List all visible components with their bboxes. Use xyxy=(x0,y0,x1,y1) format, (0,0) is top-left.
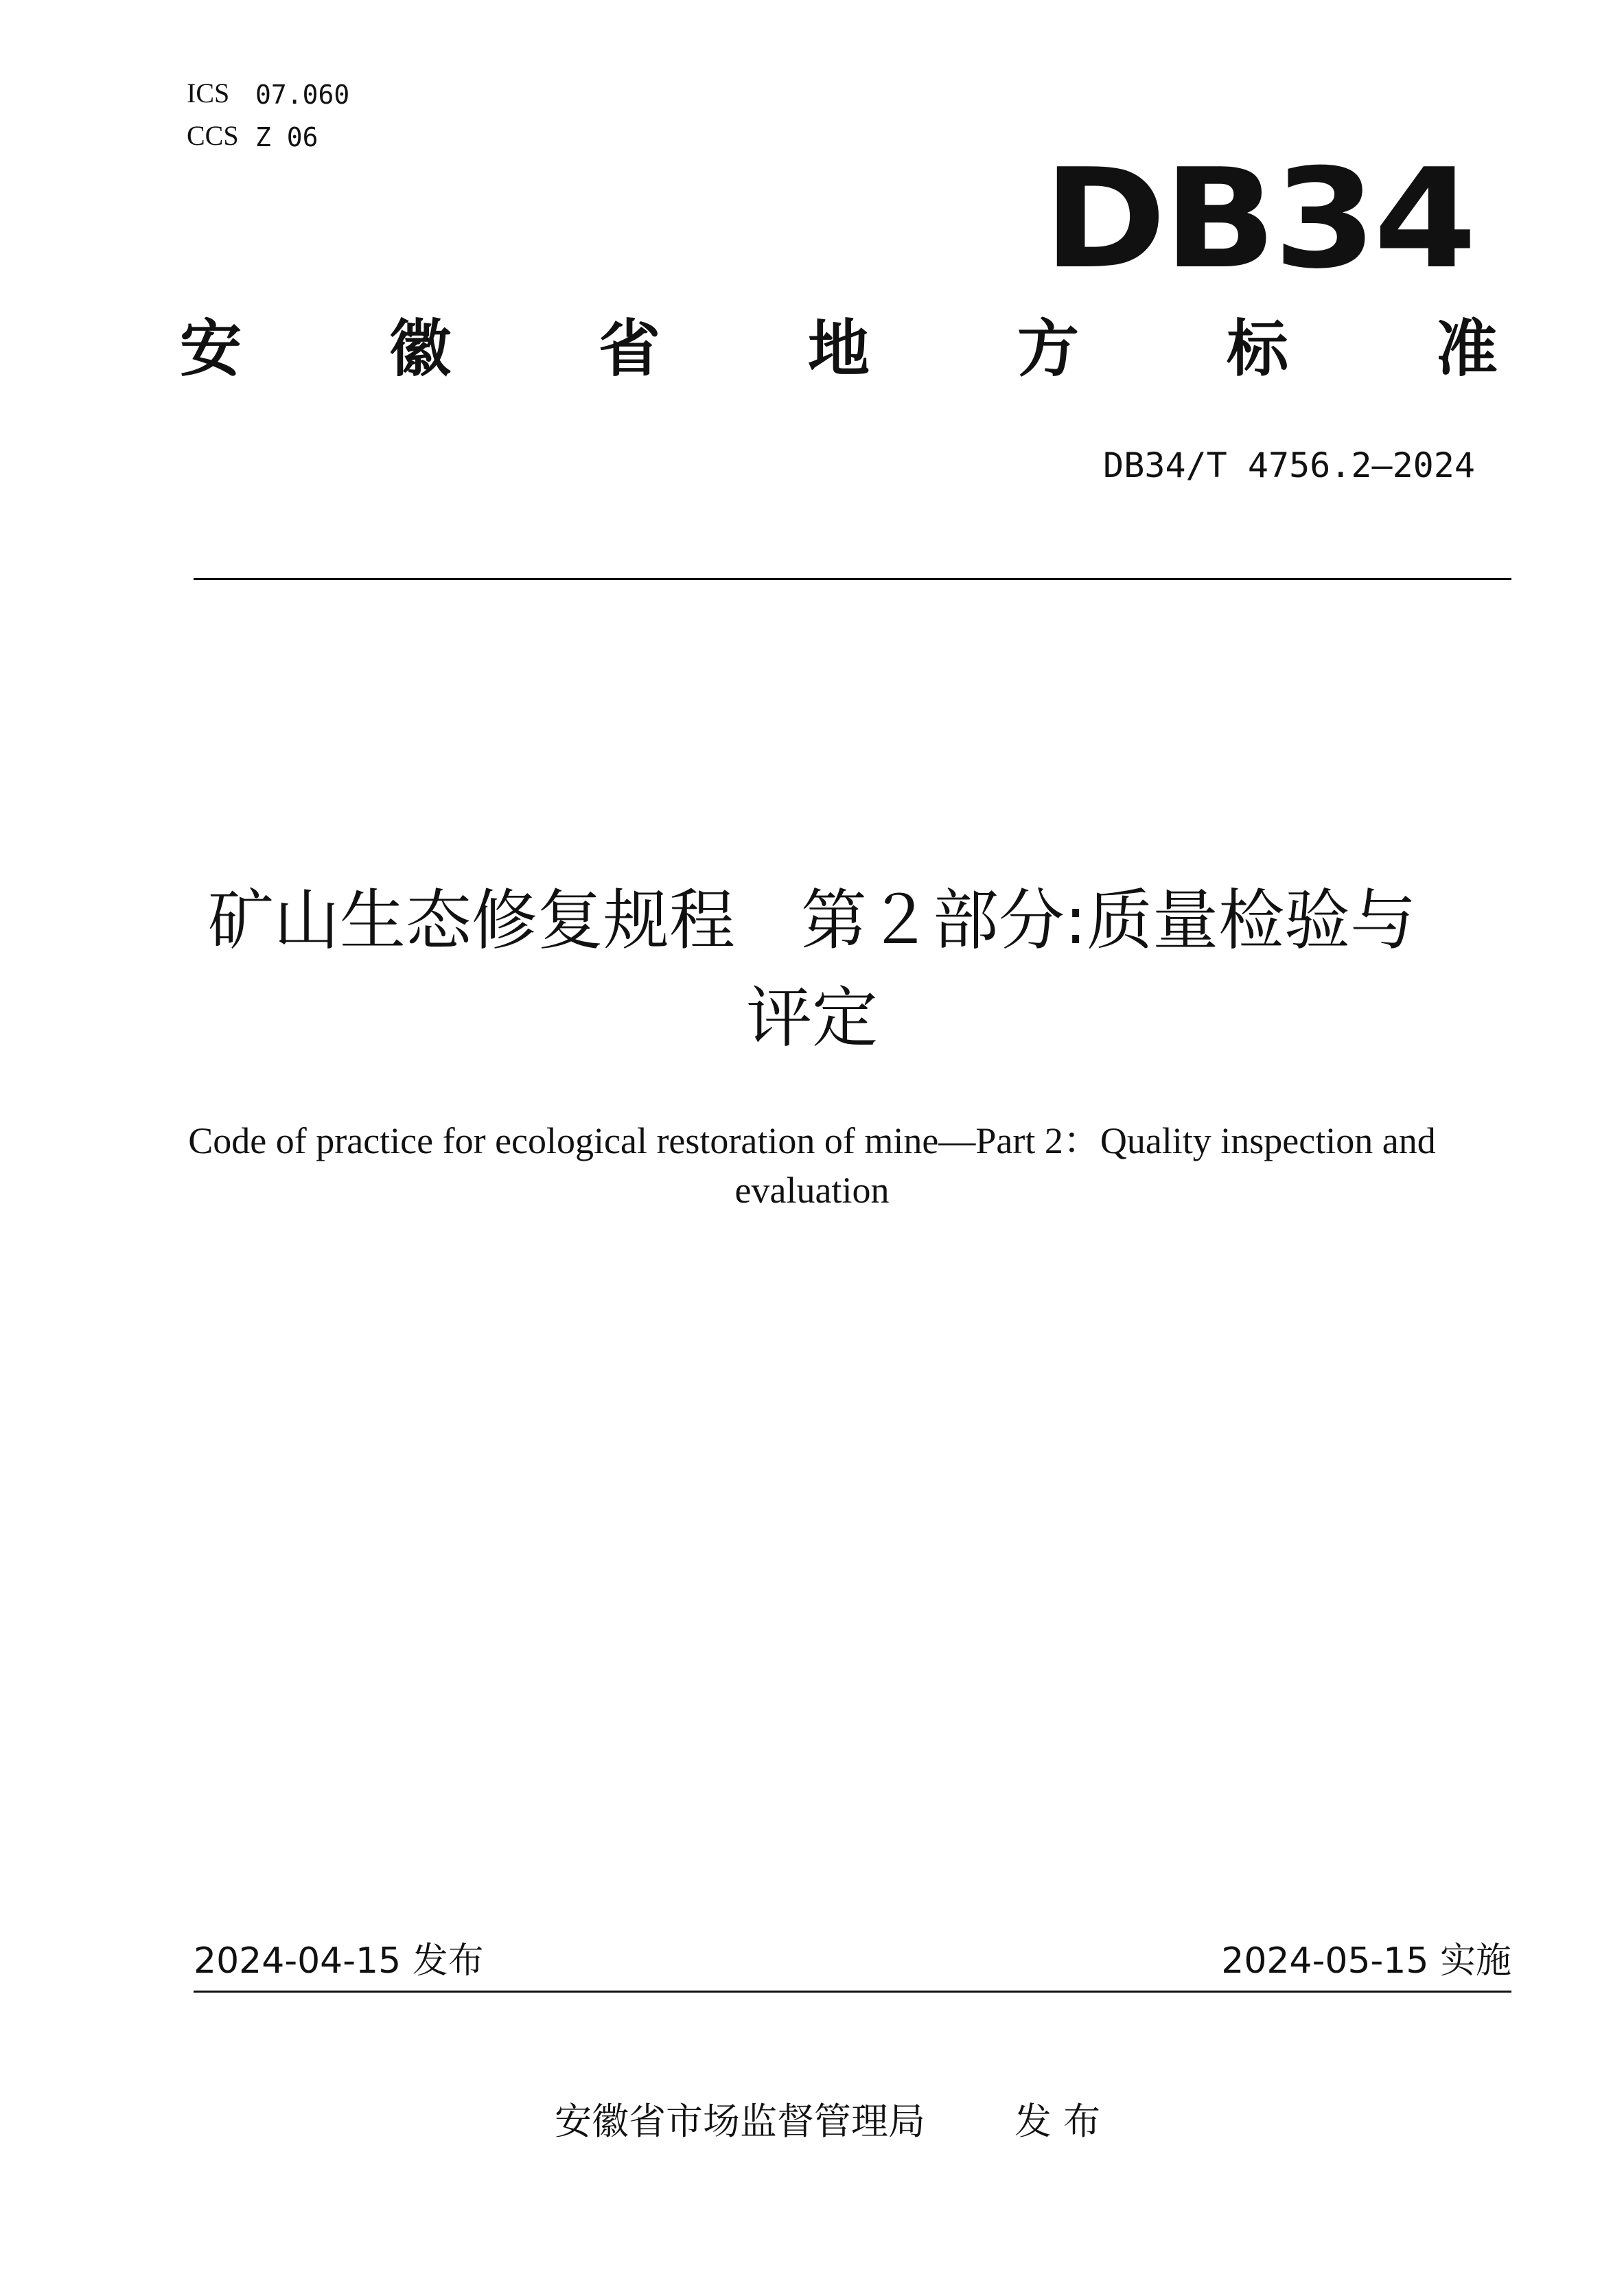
implement-date: 2024-05-15 实施 xyxy=(1221,1940,1511,1982)
standard-type-char: 省 xyxy=(599,313,660,385)
standard-type-char: 方 xyxy=(1017,313,1079,385)
standard-type-char: 徽 xyxy=(389,313,451,385)
footer-divider xyxy=(194,1991,1511,1993)
title-en-line2: evaluation xyxy=(734,1170,890,1211)
standard-type-char: 地 xyxy=(808,313,870,385)
standard-type-title xyxy=(180,312,1498,387)
db34-logo: DB34 xyxy=(1043,139,1474,299)
title-zh-line2: 评定 xyxy=(746,979,878,1056)
ccs-code: Z 06 xyxy=(255,122,318,152)
ccs-label: CCS xyxy=(187,120,239,151)
ics-label: ICS xyxy=(187,78,230,108)
standard-number: DB34/T 4756.2—2024 xyxy=(1103,445,1475,485)
standard-type-char: 准 xyxy=(1436,313,1498,385)
document-title-en xyxy=(137,1116,1487,1215)
standard-type-char: 标 xyxy=(1227,313,1288,385)
header-divider xyxy=(194,578,1511,580)
ics-code: 07.060 xyxy=(255,80,350,110)
title-zh-line1: 矿山生态修复规程 第２部分:质量检验与 xyxy=(207,882,1417,959)
issue-action: 发 布 xyxy=(1014,2100,1101,2143)
standard-type-char: 安 xyxy=(180,313,242,385)
publish-date: 2024-04-15 发布 xyxy=(194,1940,484,1982)
document-title-zh xyxy=(137,872,1487,1067)
issuing-authority: 安徽省市场监督管理局 xyxy=(555,2100,925,2143)
title-en-line1: Code of practice for ecological restoration of mine—Part 2：Quality inspection and xyxy=(188,1120,1436,1161)
